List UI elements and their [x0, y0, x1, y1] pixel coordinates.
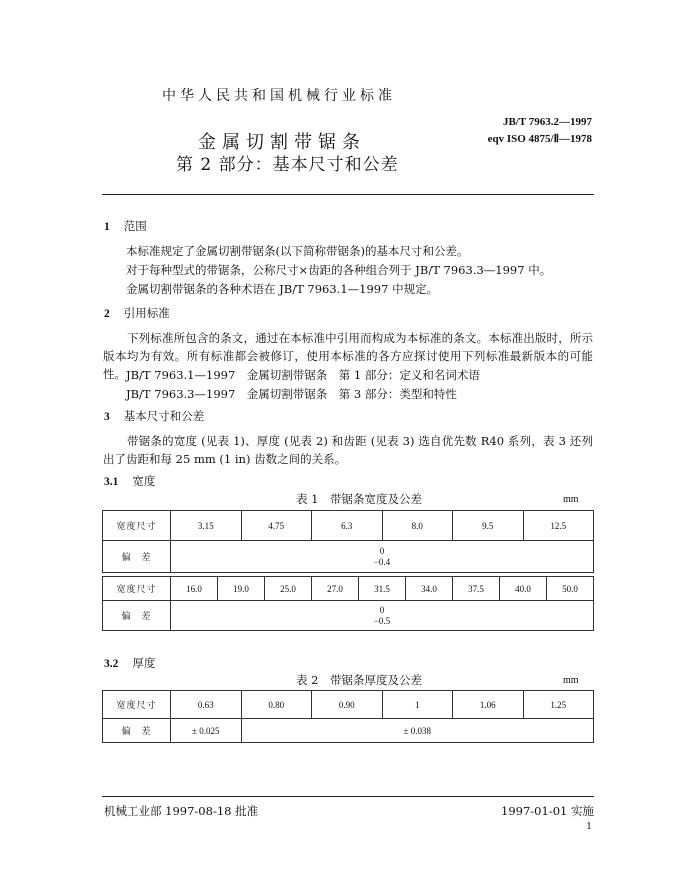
standard-category-line: 中华人民共和国机械行业标准 — [162, 88, 396, 104]
header-rule — [102, 194, 594, 195]
section-1-heading: 1 范围 — [104, 219, 147, 233]
footer-rule — [102, 796, 594, 797]
width-cell: 37.5 — [453, 577, 500, 601]
reference-1: JB/T 7963.1—1997 金属切割带锯条 第 1 部分：定义和名词术语 — [126, 368, 480, 382]
width-cell: 9.5 — [453, 511, 524, 541]
row-label-deviation: 偏 差 — [103, 601, 171, 631]
document-subtitle: 第 2 部分：基本尺寸和公差 — [176, 155, 399, 175]
deviation-cell — [171, 601, 594, 631]
thickness-cell: 0.90 — [312, 691, 383, 719]
page-number: 1 — [586, 822, 592, 832]
width-cell: 6.3 — [312, 511, 383, 541]
document-title: 金属切割带锯条 — [198, 132, 366, 153]
section-1-para-2: 对于每种型式的带锯条，公称尺寸×齿距的各种组合列于 JB/T 7963.3—1997 中。 — [126, 263, 552, 277]
row-label-deviation: 偏 差 — [103, 541, 171, 573]
standard-code: JB/T 7963.2—1997 — [502, 116, 592, 128]
width-cell: 40.0 — [500, 577, 547, 601]
width-cell: 31.5 — [359, 577, 406, 601]
section-2-para: 下列标准所包含的条文，通过在本标准中引用而构成为本标准的条文。本标准出版时，所示版本均为有效。所有标准都会被修订，使用本标准的各方应探讨使用下列标准最新版本的可能性。 — [103, 331, 593, 381]
width-cell: 50.0 — [547, 577, 594, 601]
section-2-heading: 2 引用标准 — [104, 306, 170, 320]
deviation-upper: 0 — [379, 604, 385, 615]
table-1-unit: mm — [563, 494, 579, 505]
thickness-cell: 0.63 — [171, 691, 242, 719]
width-cell: 12.5 — [523, 511, 594, 541]
row-label-width: 宽度尺寸 — [103, 577, 171, 601]
width-cell: 3.15 — [171, 511, 242, 541]
thickness-cell: 0.80 — [241, 691, 312, 719]
section-1-para-3: 金属切割带锯条的各种术语在 JB/T 7963.1—1997 中规定。 — [126, 282, 439, 296]
section-1-para-1: 本标准规定了金属切割带锯条(以下简称带锯条)的基本尺寸和公差。 — [126, 244, 469, 258]
implementation-line: 1997-01-01 实施 — [501, 804, 594, 818]
deviation-upper: 0 — [379, 545, 385, 556]
table-2 — [102, 690, 594, 743]
thickness-cell: 1.06 — [453, 691, 524, 719]
deviation-cell — [171, 541, 594, 573]
equivalent-iso-code: eqv ISO 4875/Ⅱ—1978 — [487, 133, 592, 145]
subsection-3-2-heading: 3.2 厚度 — [104, 656, 156, 670]
section-3-heading: 3 基本尺寸和公差 — [104, 409, 205, 423]
table-1-caption: 表 1 带锯条宽度及公差 — [296, 492, 422, 506]
width-cell: 4.75 — [241, 511, 312, 541]
row-label-width: 宽度尺寸 — [103, 511, 171, 541]
reference-2: JB/T 7963.3—1997 金属切割带锯条 第 3 部分：类型和特性 — [126, 387, 457, 401]
row-label-width: 宽度尺寸 — [103, 691, 171, 719]
width-cell: 25.0 — [265, 577, 312, 601]
table-2-caption: 表 2 带锯条厚度及公差 — [296, 673, 422, 687]
row-label-deviation: 偏 差 — [103, 719, 171, 743]
table-2-unit: mm — [563, 675, 579, 686]
width-cell: 27.0 — [312, 577, 359, 601]
deviation-lower: −0.5 — [373, 615, 391, 626]
thickness-cell: 1 — [382, 691, 453, 719]
subsection-3-1-heading: 3.1 宽度 — [104, 474, 156, 488]
table-1-part-b — [102, 576, 594, 631]
deviation-cell: ± 0.038 — [241, 719, 594, 743]
width-cell: 16.0 — [171, 577, 218, 601]
deviation-lower: −0.4 — [373, 556, 391, 567]
width-cell: 19.0 — [218, 577, 265, 601]
width-cell: 34.0 — [406, 577, 453, 601]
deviation-cell: ± 0.025 — [171, 719, 242, 743]
approval-line: 机械工业部 1997-08-18 批准 — [104, 804, 259, 818]
section-3-para: 带锯条的宽度 (见表 1)、厚度 (见表 2) 和齿距 (见表 3) 选自优先数 R40 系列，表 3 还列出了齿距和每 25 mm (1 in) 齿数之间的关系。 — [103, 434, 593, 466]
table-1-part-a — [102, 510, 594, 573]
thickness-cell: 1.25 — [523, 691, 594, 719]
width-cell: 8.0 — [382, 511, 453, 541]
